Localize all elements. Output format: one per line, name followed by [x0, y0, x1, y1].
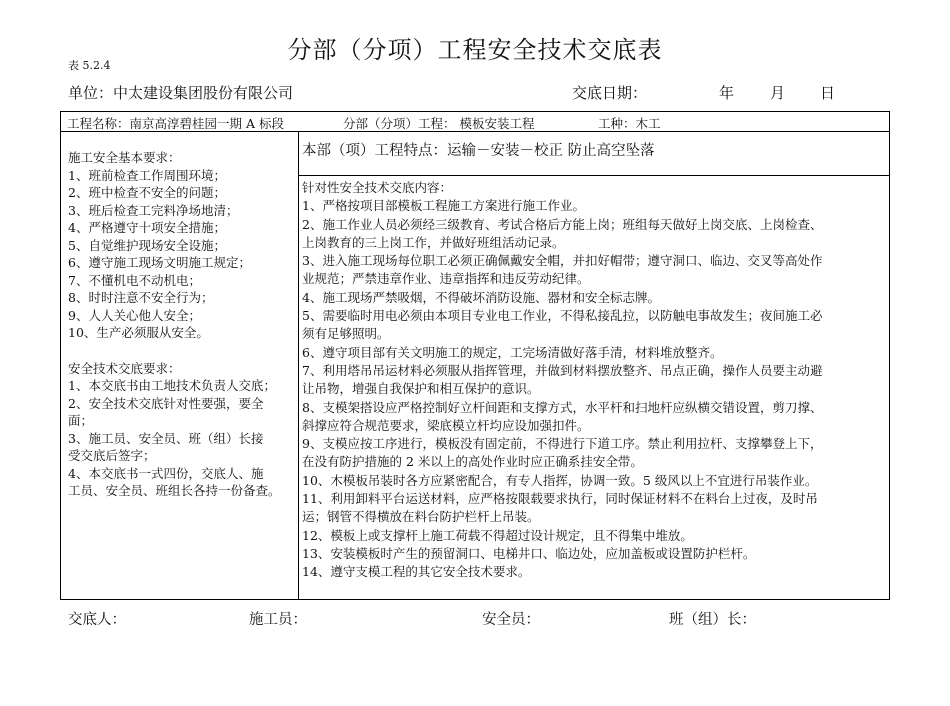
list-item: 11、利用卸料平台运送材料，应严格按限载要求执行，同时保证材料不在料台上过夜，及时吊 — [302, 491, 818, 507]
list-item: 8、支模架搭设应严格控制好立杆间距和支撑方式，水平杆和扫地杆应纵横交错设置，剪刀撑、 — [302, 399, 823, 415]
document-title: 分部（分项）工程安全技术交底表 — [287, 36, 663, 64]
list-item: 运；钢管不得横放在料台防护栏杆上吊装。 — [302, 509, 540, 525]
company-unit: 单位：中太建设集团股份有限公司 — [68, 84, 294, 102]
list-item: 4、施工现场严禁吸烟，不得破坏消防设施、器材和安全标志牌。 — [302, 289, 660, 305]
list-item: 13、安装模板时产生的预留洞口、电梯井口、临边处，应加盖板或设置防护栏杆。 — [302, 545, 756, 561]
list-item: 6、遵守施工现场文明施工规定； — [68, 255, 251, 270]
list-item: 1、本交底书由工地技术负责人交底； — [68, 378, 276, 393]
list-item: 9、支模应按工序进行，模板没有固定前，不得进行下道工序。禁止利用拉杆、支撑攀登上下， — [302, 436, 823, 452]
project-info-row — [61, 112, 889, 132]
briefing-date-label: 交底日期： — [572, 84, 648, 102]
subproject-name: 分部（分项）工程： 模板安装工程 — [343, 116, 535, 131]
date-day: 日 — [820, 84, 836, 102]
list-item: 14、遵守支模工程的其它安全技术要求。 — [302, 564, 531, 580]
list-item: 在没有防护措施的 2 米以上的高处作业时应正确系挂安全带。 — [302, 454, 643, 470]
list-item: 须有足够照明。 — [302, 326, 390, 342]
list-item: 4、严格遵守十项安全措施； — [68, 220, 226, 235]
discloser-signature: 交底人： — [68, 612, 126, 628]
list-item: 10、木模板吊装时各方应紧密配合，有专人指挥，协调一致。5 级风以上不宜进行吊装作业。 — [302, 472, 818, 488]
list-item: 7、不懂机电不动机电； — [68, 272, 201, 288]
safety-officer-signature: 安全员： — [482, 612, 540, 628]
list-item: 业规范；严禁违章作业、违章指挥和违反劳动纪律。 — [302, 271, 590, 287]
safety-measures — [299, 176, 889, 599]
list-item: 5、自觉维护现场安全设施； — [68, 237, 226, 253]
list-item: 5、需要临时用电必须由本项目专业电工作业，不得私接乱拉，以防触电事故发生；夜间施工必 — [302, 308, 823, 324]
list-item: 7、利用塔吊吊运材料必须服从指挥管理，并做到材料摆放整齐、吊点正确，操作人员要主动避 — [302, 362, 823, 378]
team-leader-signature: 班（组）长： — [669, 612, 756, 628]
constructor-signature: 施工员： — [249, 612, 307, 628]
project-feature: 本部（项）工程特点：运输－安装－校正 防止高空坠落 — [299, 132, 889, 176]
list-item: 3、进入施工现场每位职工必须正确佩戴安全帽，并扣好帽带；遵守洞口、临边、交叉等高处作 — [302, 253, 823, 269]
basic-requirements-heading: 施工安全基本要求： — [68, 150, 181, 165]
project-name: 工程名称：南京高淳碧桂园一期 A 标段 — [67, 116, 284, 131]
requirements-column — [61, 132, 299, 599]
list-item: 2、安全技术交底针对性要强，要全 — [68, 395, 264, 411]
list-item: 面； — [68, 413, 94, 428]
table-number: 表 5.2.4 — [68, 59, 111, 72]
trade-type: 工种：木工 — [598, 116, 661, 131]
list-item: 9、人人关心他人安全； — [68, 307, 201, 323]
list-item: 让吊物，增强自我保护和相互保护的意识。 — [302, 381, 540, 397]
list-item: 2、班中检查不安全的问题； — [68, 185, 226, 200]
list-item: 3、施工员、安全员、班（组）长接 — [68, 430, 264, 446]
list-item: 4、本交底书一式四份，交底人、施 — [68, 465, 264, 481]
safety-measures-heading: 针对性安全技术交底内容： — [302, 180, 453, 195]
content-column — [299, 132, 889, 599]
date-year: 年 — [719, 84, 735, 102]
list-item: 上岗教育的三上岗工作，并做好班组活动记录。 — [302, 234, 565, 250]
list-item: 6、遵守项目部有关文明施工的规定，工完场清做好落手清，材料堆放整齐。 — [302, 344, 723, 360]
list-item: 10、生产必须服从安全。 — [68, 325, 209, 340]
list-item: 工员、安全员、班组长各持一份备查。 — [68, 483, 281, 498]
list-item: 2、施工作业人员必须经三级教育、考试合格后方能上岗；班组每天做好上岗交底、上岗检查、 — [302, 216, 823, 232]
list-item: 斜撑应符合规范要求，梁底模立杆均应设加强扣件。 — [302, 417, 590, 433]
list-item: 1、班前检查工作周围环境； — [68, 167, 226, 183]
briefing-table — [60, 111, 890, 600]
list-item: 8、时时注意不安全行为； — [68, 290, 214, 305]
list-item: 12、模板上或支撑杆上施工荷载不得超过设计规定，且不得集中堆放。 — [302, 527, 693, 543]
list-item: 1、严格按项目部模板工程施工方案进行施工作业。 — [302, 198, 585, 214]
list-item: 3、班后检查工完料净场地清； — [68, 202, 239, 218]
briefing-requirements-heading: 安全技术交底要求： — [68, 360, 181, 376]
list-item: 受交底后签字； — [68, 448, 156, 463]
date-month: 月 — [770, 84, 786, 102]
